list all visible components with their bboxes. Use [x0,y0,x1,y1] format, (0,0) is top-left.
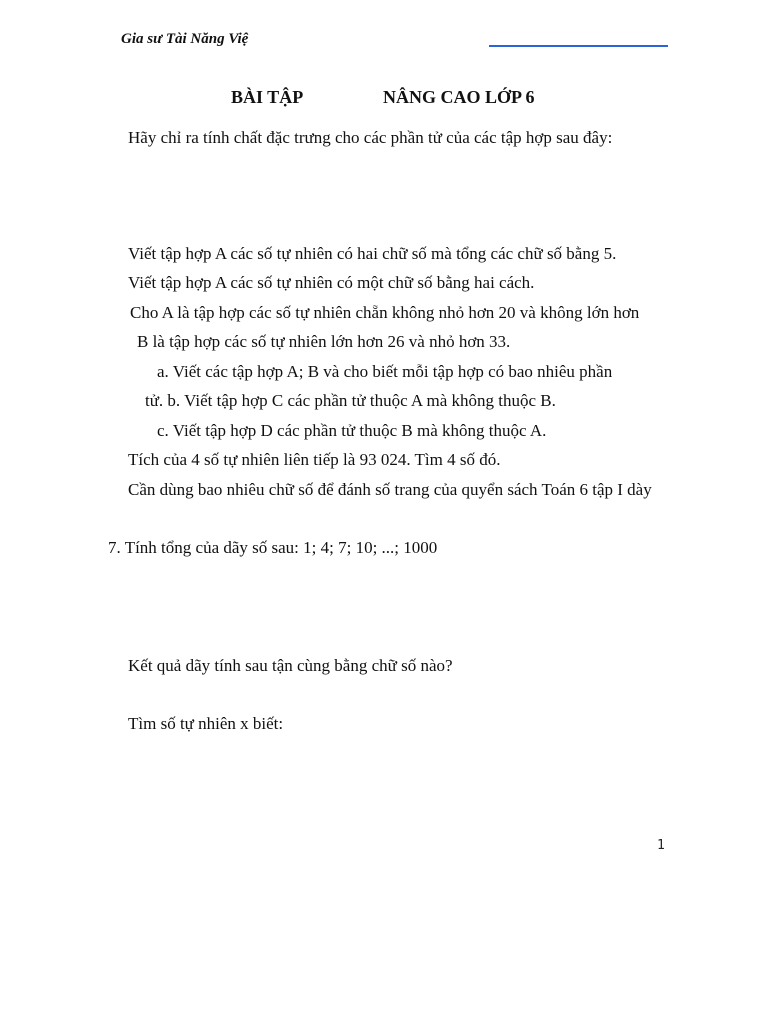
header-text: Gia sư Tài Năng Việ [121,31,249,47]
exercise-line: Cần dùng bao nhiêu chữ số để đánh số trang của quyển sách Toán 6 tập I dày [128,480,652,499]
exercise-line: Kết quả dãy tính sau tận cùng bằng chữ số nào? [128,656,453,675]
header-rule [489,45,668,47]
exercise-line: Cho A là tập hợp các số tự nhiên chẵn không nhỏ hơn 20 và không lớn hơn [130,303,640,322]
title-left: BÀI TẬP [231,87,304,107]
exercise-line: Tìm số tự nhiên x biết: [128,714,284,733]
title-right: NÂNG CAO LỚP 6 [383,87,535,107]
exercise-line: Tích của 4 số tự nhiên liên tiếp là 93 024. Tìm 4 số đó. [128,450,501,469]
exercise-subline: tử. b. Viết tập hợp C các phần tử thuộc A mà không thuộc B. [145,391,556,410]
exercise-subline: c. Viết tập hợp D các phần tử thuộc B mà không thuộc A. [157,421,547,440]
exercise-line: B là tập hợp các số tự nhiên lớn hơn 26 và nhỏ hơn 33. [137,332,511,351]
page-number: 1 [657,838,665,853]
exercise-subline: a. Viết các tập hợp A; B và cho biết mỗi tập hợp có bao nhiêu phần [157,362,613,381]
exercise-line: Viết tập hợp A các số tự nhiên có một chữ số bằng hai cách. [128,273,535,292]
instruction-line: Hãy chỉ ra tính chất đặc trưng cho các phần tử của các tập hợp sau đây: [128,128,613,147]
exercise-line: Viết tập hợp A các số tự nhiên có hai chữ số mà tổng các chữ số bằng 5. [128,244,617,263]
exercise-line: 7. Tính tổng của dãy số sau: 1; 4; 7; 10; ...; 1000 [108,538,438,557]
